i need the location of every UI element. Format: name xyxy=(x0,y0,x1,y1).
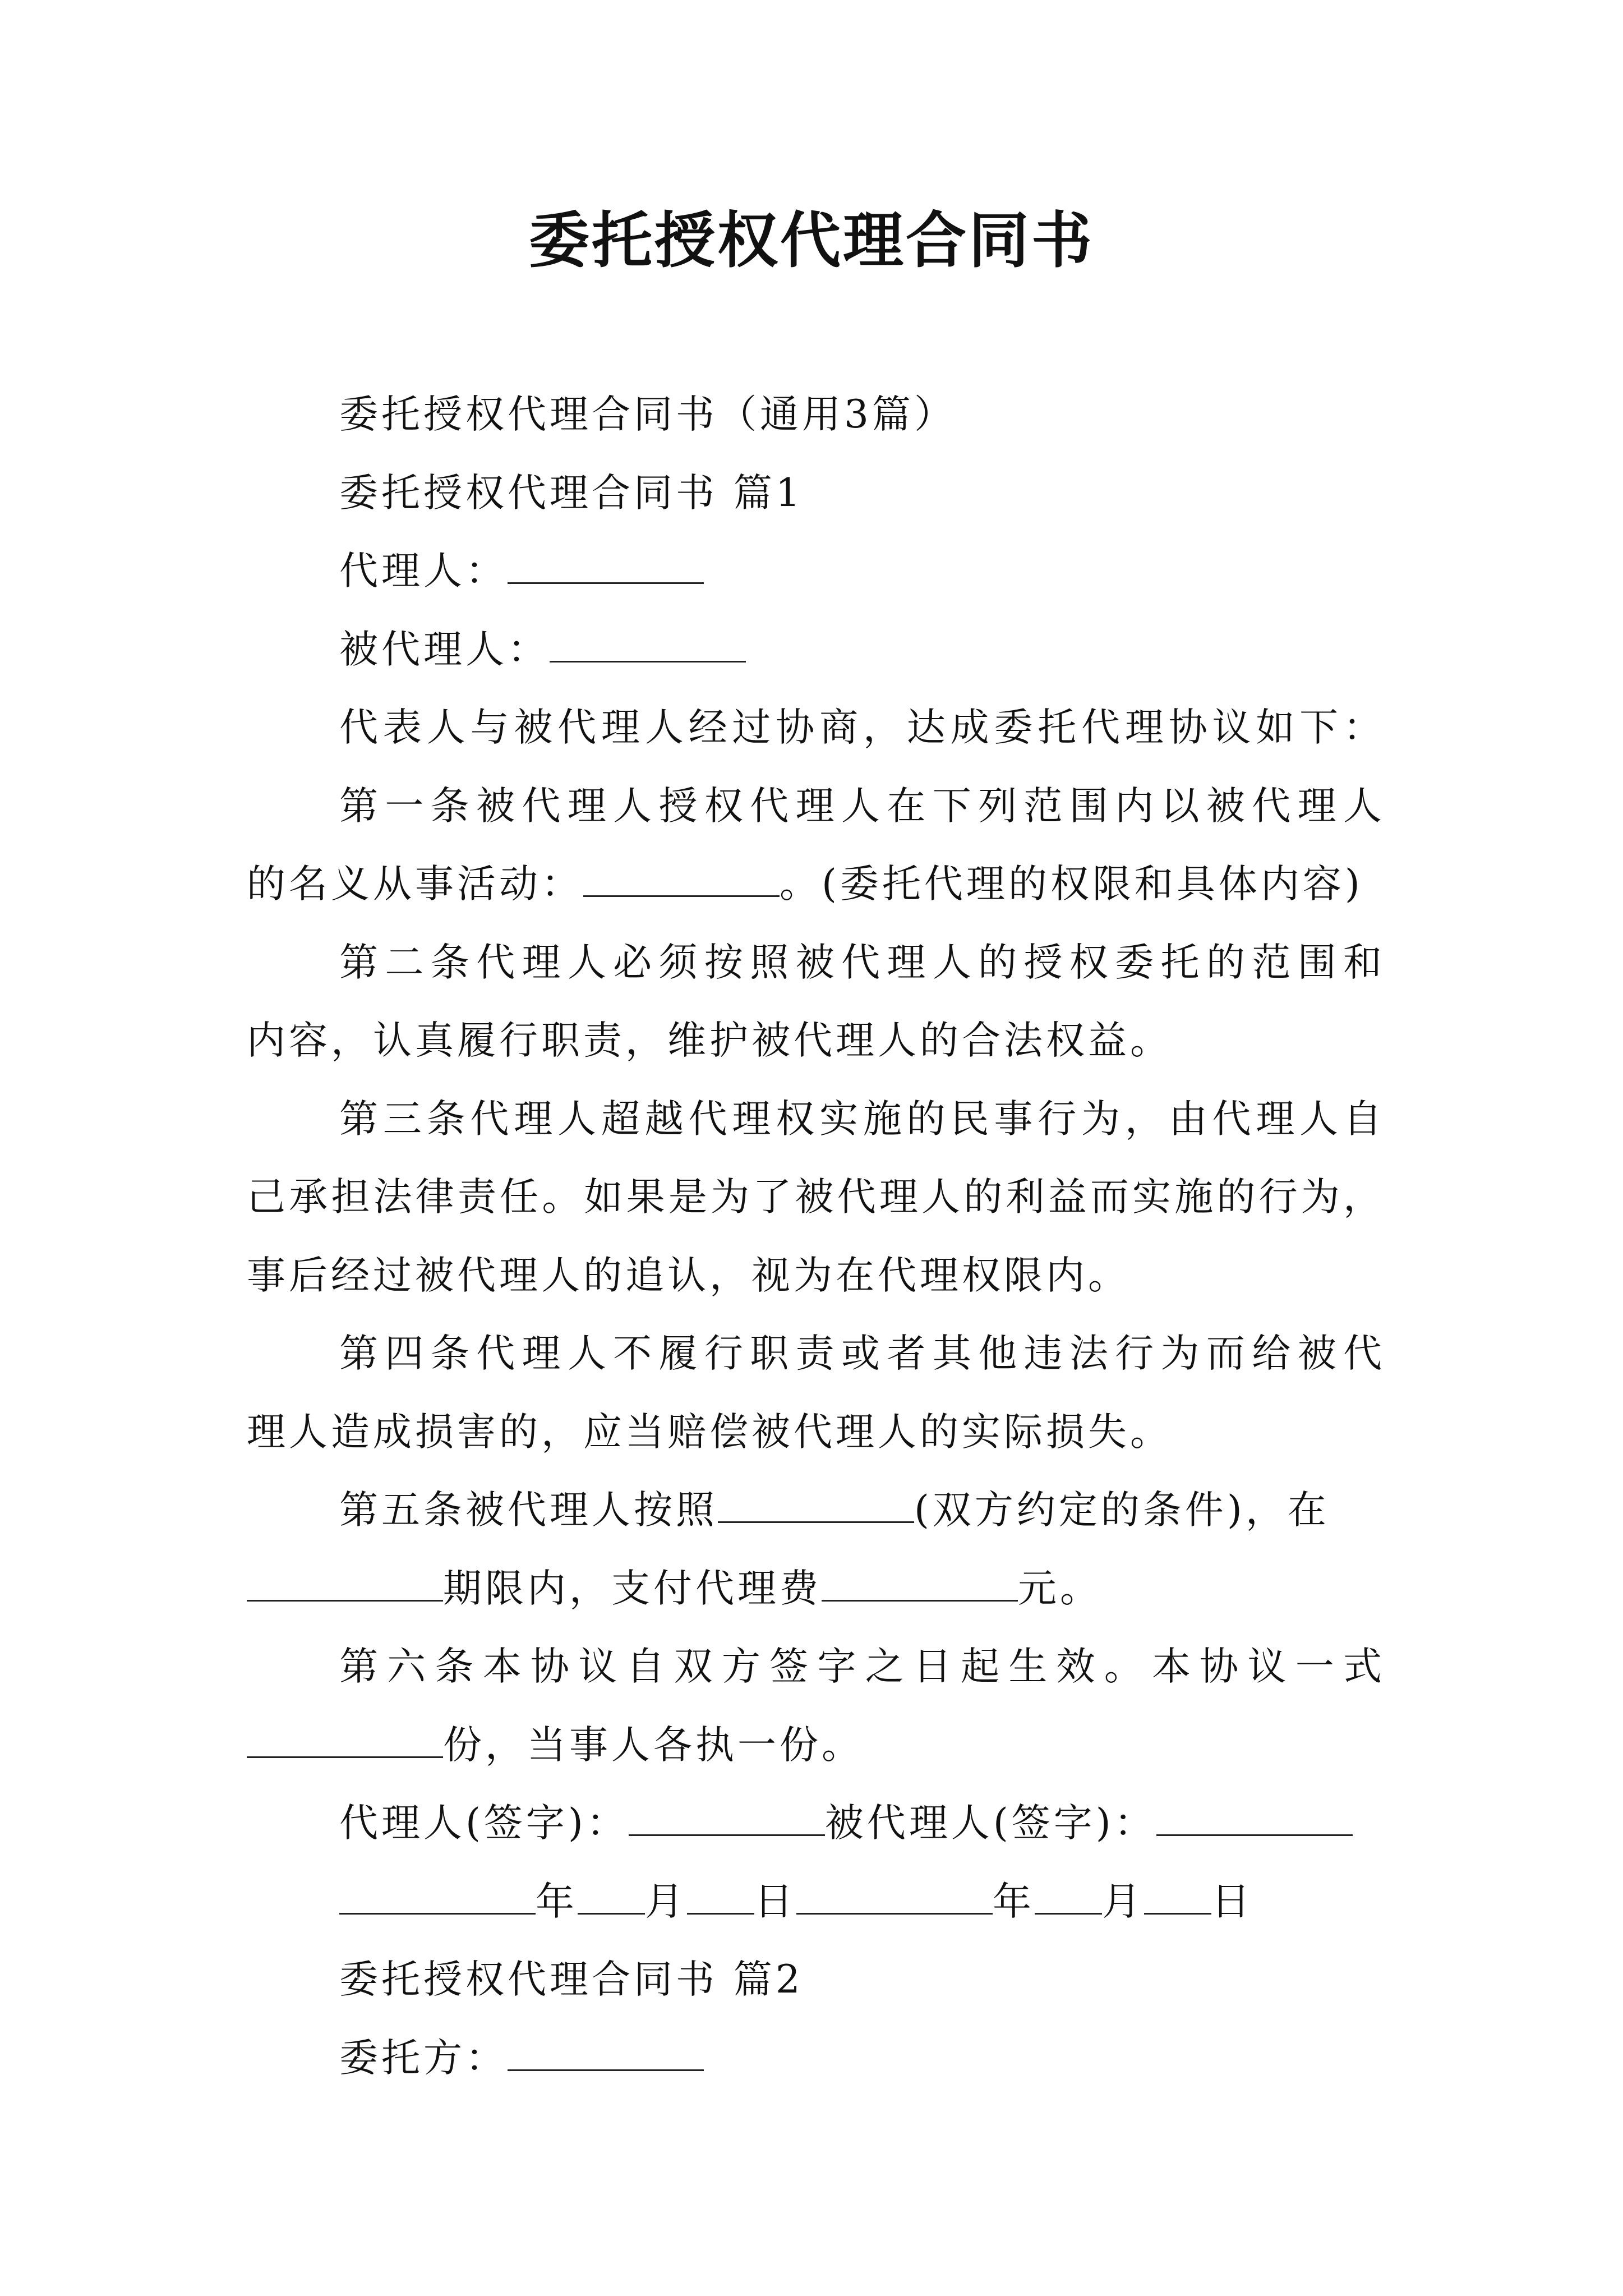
subtitle-line xyxy=(247,376,1385,454)
document-title: 委托授权代理合同书 xyxy=(528,206,1094,276)
article-6-line-1: 第六条本协议自双方签字之日起生效。本协议一式 xyxy=(339,1644,1385,1689)
article-5-text-a: 第五条被代理人按照 xyxy=(339,1488,718,1533)
subtitle-text: 委托授权代理合同书（通用3篇） xyxy=(339,392,956,437)
principal-year-blank xyxy=(796,1876,993,1915)
principal-signature-blank xyxy=(1156,1797,1353,1836)
article-5-text-d: 元。 xyxy=(1018,1566,1102,1611)
copies-blank xyxy=(247,1719,443,1758)
article-4-line-2: 理人造成损害的，应当赔偿被代理人的实际损失。 xyxy=(247,1409,1172,1455)
article-1-text-b: 。(委托代理的权限和具体内容) xyxy=(780,862,1363,907)
article-5-line-1 xyxy=(247,1471,1385,1550)
agent-year-blank xyxy=(339,1876,536,1915)
article-6-text: 份，当事人各执一份。 xyxy=(443,1722,864,1768)
article-5-text-c: 期限内，支付代理费 xyxy=(443,1566,822,1611)
agreement-intro: 代表人与被代理人经过协商，达成委托代理协议如下： xyxy=(339,705,1385,750)
principal-month-label: 月 xyxy=(1102,1879,1144,1924)
agent-month-label: 月 xyxy=(645,1879,687,1924)
article-4-line-1: 第四条代理人不履行职责或者其他违法行为而给被代 xyxy=(339,1331,1385,1376)
article-3-line-1: 第三条代理人超越代理权实施的民事行为，由代理人自 xyxy=(339,1096,1385,1142)
article-5-text-b: (双方约定的条件)，在 xyxy=(914,1488,1330,1533)
section-heading-2-text: 委托授权代理合同书 篇2 xyxy=(339,1957,804,2002)
agent-line xyxy=(247,532,1385,611)
agent-month-blank xyxy=(578,1876,645,1915)
principal-month-blank xyxy=(1035,1876,1102,1915)
client-label: 委托方： xyxy=(339,2035,508,2081)
condition-blank xyxy=(718,1484,914,1523)
article-6-line-2 xyxy=(247,1706,1385,1785)
agent-day-blank xyxy=(687,1876,754,1915)
activity-blank xyxy=(583,858,780,897)
article-3-line-3: 事后经过被代理人的追认，视为在代理权限内。 xyxy=(247,1253,1130,1298)
date-line xyxy=(247,1863,1385,1941)
principal-label: 被代理人： xyxy=(339,627,550,672)
principal-year-label: 年 xyxy=(993,1879,1035,1924)
agent-label: 代理人： xyxy=(339,549,508,593)
article-1-line-2 xyxy=(247,845,1385,924)
agent-blank xyxy=(508,545,704,584)
section-heading-1 xyxy=(247,454,1385,533)
article-2-line-2: 内容，认真履行职责，维护被代理人的合法权益。 xyxy=(247,1018,1172,1063)
client-line xyxy=(247,2019,1385,2098)
agent-signature-label: 代理人(签字)： xyxy=(339,1801,629,1846)
client-blank xyxy=(508,2032,704,2071)
principal-day-label: 日 xyxy=(1211,1879,1253,1924)
signature-line xyxy=(247,1784,1385,1863)
agent-day-label: 日 xyxy=(754,1879,796,1924)
agent-year-label: 年 xyxy=(536,1879,578,1924)
article-1-line-1: 第一条被代理人授权代理人在下列范围内以被代理人 xyxy=(339,783,1385,829)
article-2-line-1: 第二条代理人必须按照被代理人的授权委托的范围和 xyxy=(339,940,1385,985)
period-blank xyxy=(247,1563,443,1602)
principal-blank xyxy=(550,624,746,662)
section-heading-1-text: 委托授权代理合同书 篇1 xyxy=(339,470,804,516)
fee-blank xyxy=(822,1563,1018,1602)
principal-signature-label: 被代理人(签字)： xyxy=(824,1801,1156,1846)
principal-line xyxy=(247,611,1385,689)
article-5-line-2 xyxy=(247,1550,1385,1628)
agent-signature-blank xyxy=(629,1797,825,1836)
article-1-text-a: 的名义从事活动： xyxy=(247,862,583,907)
document-body xyxy=(247,376,1385,2097)
section-heading-2 xyxy=(247,1941,1385,2019)
principal-day-blank xyxy=(1144,1876,1211,1915)
article-3-line-2: 己承担法律责任。如果是为了被代理人的利益而实施的行为， xyxy=(247,1175,1385,1220)
